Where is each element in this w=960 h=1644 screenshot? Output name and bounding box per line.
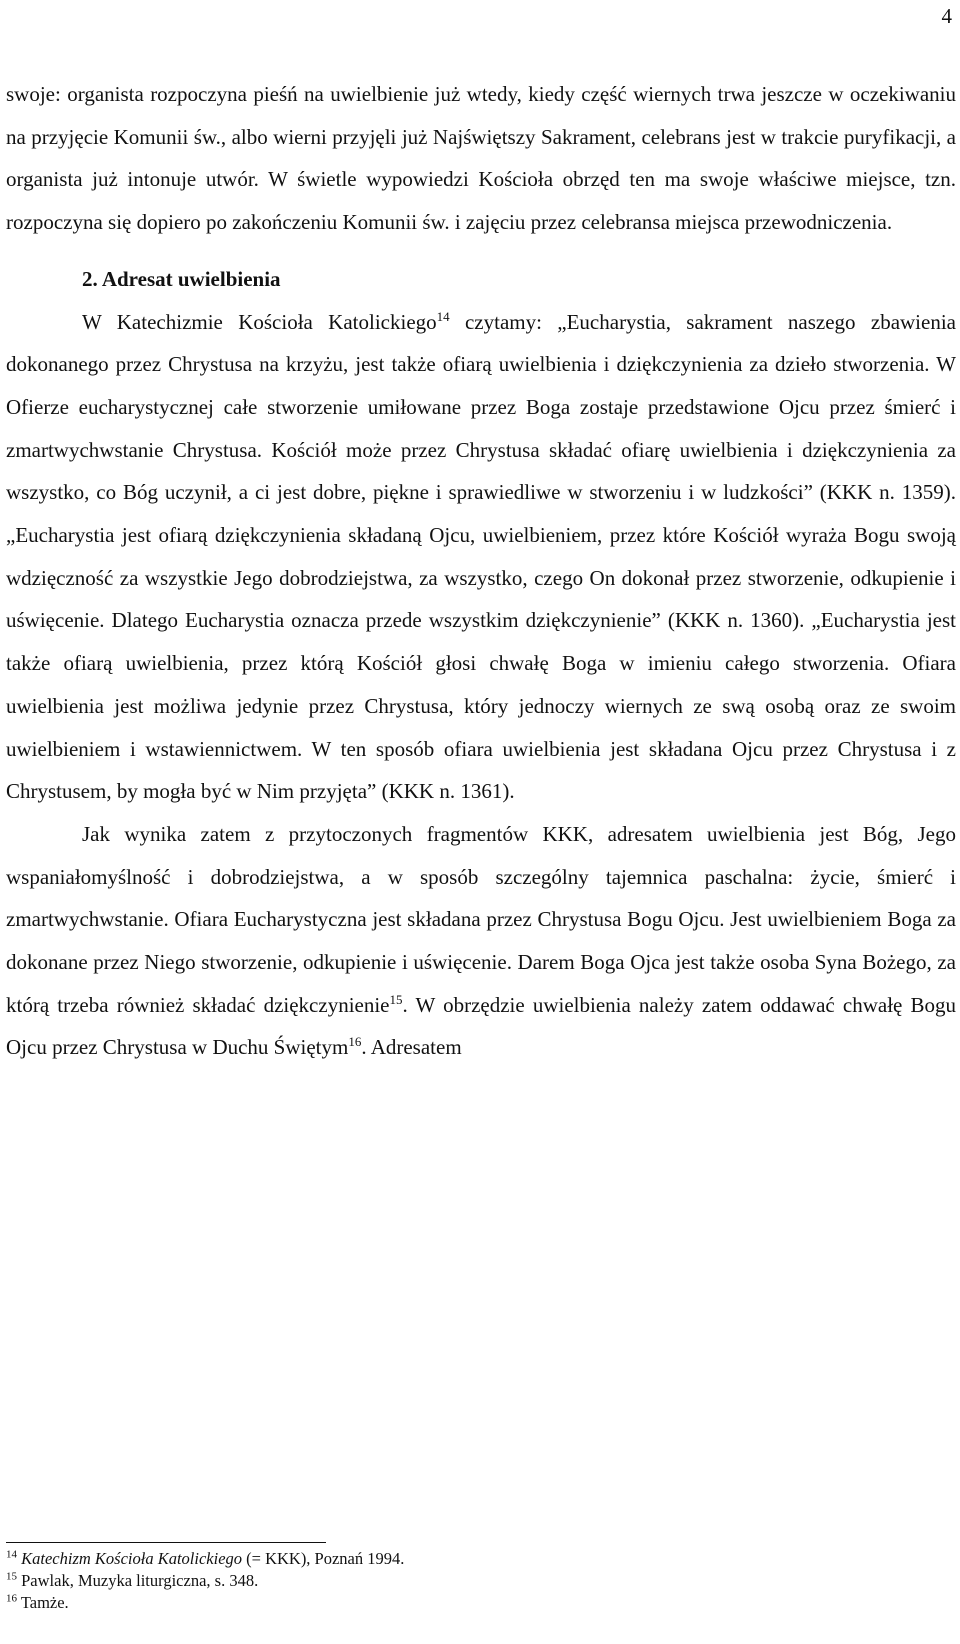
page-number: 4: [941, 4, 952, 28]
footnote-number: 14: [6, 1548, 17, 1561]
footnote-text: (= KKK), Poznań 1994.: [242, 1549, 405, 1568]
footnote-italic-title: Katechizm Kościoła Katolickiego: [21, 1549, 243, 1568]
paragraph-continued: swoje: organista rozpoczyna pieśń na uwielbienie już wtedy, kiedy część wiernych trwa jeszcze w oczekiwaniu na przyjęcie Komunii św., albo wierni przyjęli już Najświętszy Sakrament, celebrans jest w trakcie puryfikacji, a organista już intonuje utwór. W świetle wypowiedzi Kościoła obrzęd ten ma swoje właściwe miejsce, tzn. rozpoczyna się dopiero po zakończeniu Komunii św. i zajęciu przez celebransa miejsca przewodniczenia.: [6, 82, 956, 235]
paragraph-text: czytamy: „Eucharystia, sakrament naszego zbawienia dokonanego przez Chrystusa na krzyżu, jest także ofiarą uwielbienia i dziękczynienia za dzieło stworzenia. W Ofierze eucharystycznej całe stworzenie umiłowane przez Boga zostaje przedstawione Ojcu przez śmierć i zmartwychwstanie Chrystusa. Kościół może przez Chrystusa składać ofiarę uwielbienia i dziękczynienia za wszystko, co Bóg uczynił, a ci jest dobre, piękne i sprawiedliwe w stworzeniu i w ludzkości” (KKK n. 1359). „Eucharystia jest ofiarą dziękczynienia składaną Ojcu, uwielbieniem, przez które Kościół wyraża Bogu swoją wdzięczność za wszystkie Jego dobrodziejstwa, za wszystko, czego On dokonał przez stworzenie, odkupienie i uświęcenie. Dlatego Eucharystia oznacza przede wszystkim dziękczynienie” (KKK n. 1360). „Eucharystia jest także ofiarą uwielbienia, przez którą Kościół głosi chwałę Boga w imieniu całego stworzenia. Ofiara uwielbienia jest możliwa jedynie przez Chrystusa, który jednoczy wiernych ze swą osobą oraz ze swoim uwielbieniem i wstawiennictwem. W ten sposób ofiara uwielbienia jest składana Ojcu przez Chrystusa i z Chrystusem, by mogła być w Nim przyjęta” (KKK n. 1361).: [6, 309, 956, 804]
paragraph-katechizm: [6, 301, 956, 813]
footnote-number: 16: [6, 1592, 17, 1605]
footnote-ref-16: 16: [348, 1034, 362, 1050]
paragraph-text: Jak wynika zatem z przytoczonych fragmentów KKK, adresatem uwielbienia jest Bóg, Jego wspaniałomyślność i dobrodziejstwa, a w sposób szczególny tajemnica paschalna: życie, śmierć i zmartwychwstanie. Ofiara Eucharystyczna jest składana przez Chrystusa Bogu Ojcu. Jest uwielbieniem Boga za dokonane przez Niego stworzenie, odkupienie i uświęcenie. Darem Boga Ojca jest także osoba Syna Bożego, za którą trzeba również składać dziękczynienie: [6, 821, 956, 1017]
section-heading: 2. Adresat uwielbienia: [82, 266, 281, 291]
paragraph-text: . W obrzędzie uwielbienia należy zatem oddawać chwałę Bogu Ojcu przez Chrystusa w Duchu Świętym: [6, 992, 956, 1060]
paragraph-adresat: [6, 813, 956, 1069]
footnote-14: [6, 1548, 946, 1570]
footnote-ref-15: 15: [389, 991, 403, 1007]
footnote-15: [6, 1570, 946, 1592]
footnotes: [6, 1548, 946, 1614]
paragraph-text: W Katechizmie Kościoła Katolickiego: [82, 309, 437, 334]
body-text: [6, 73, 956, 1069]
footnote-number: 15: [6, 1570, 17, 1583]
footnote-text: Tamże.: [17, 1593, 69, 1612]
footnote-16: [6, 1592, 946, 1614]
footnote-text: Pawlak, Muzyka liturgiczna, s. 348.: [17, 1571, 259, 1590]
footnote-separator: [6, 1542, 326, 1543]
footnote-ref-14: 14: [436, 308, 450, 324]
spacer: [6, 244, 956, 258]
paragraph-text: . Adresatem: [361, 1035, 462, 1060]
